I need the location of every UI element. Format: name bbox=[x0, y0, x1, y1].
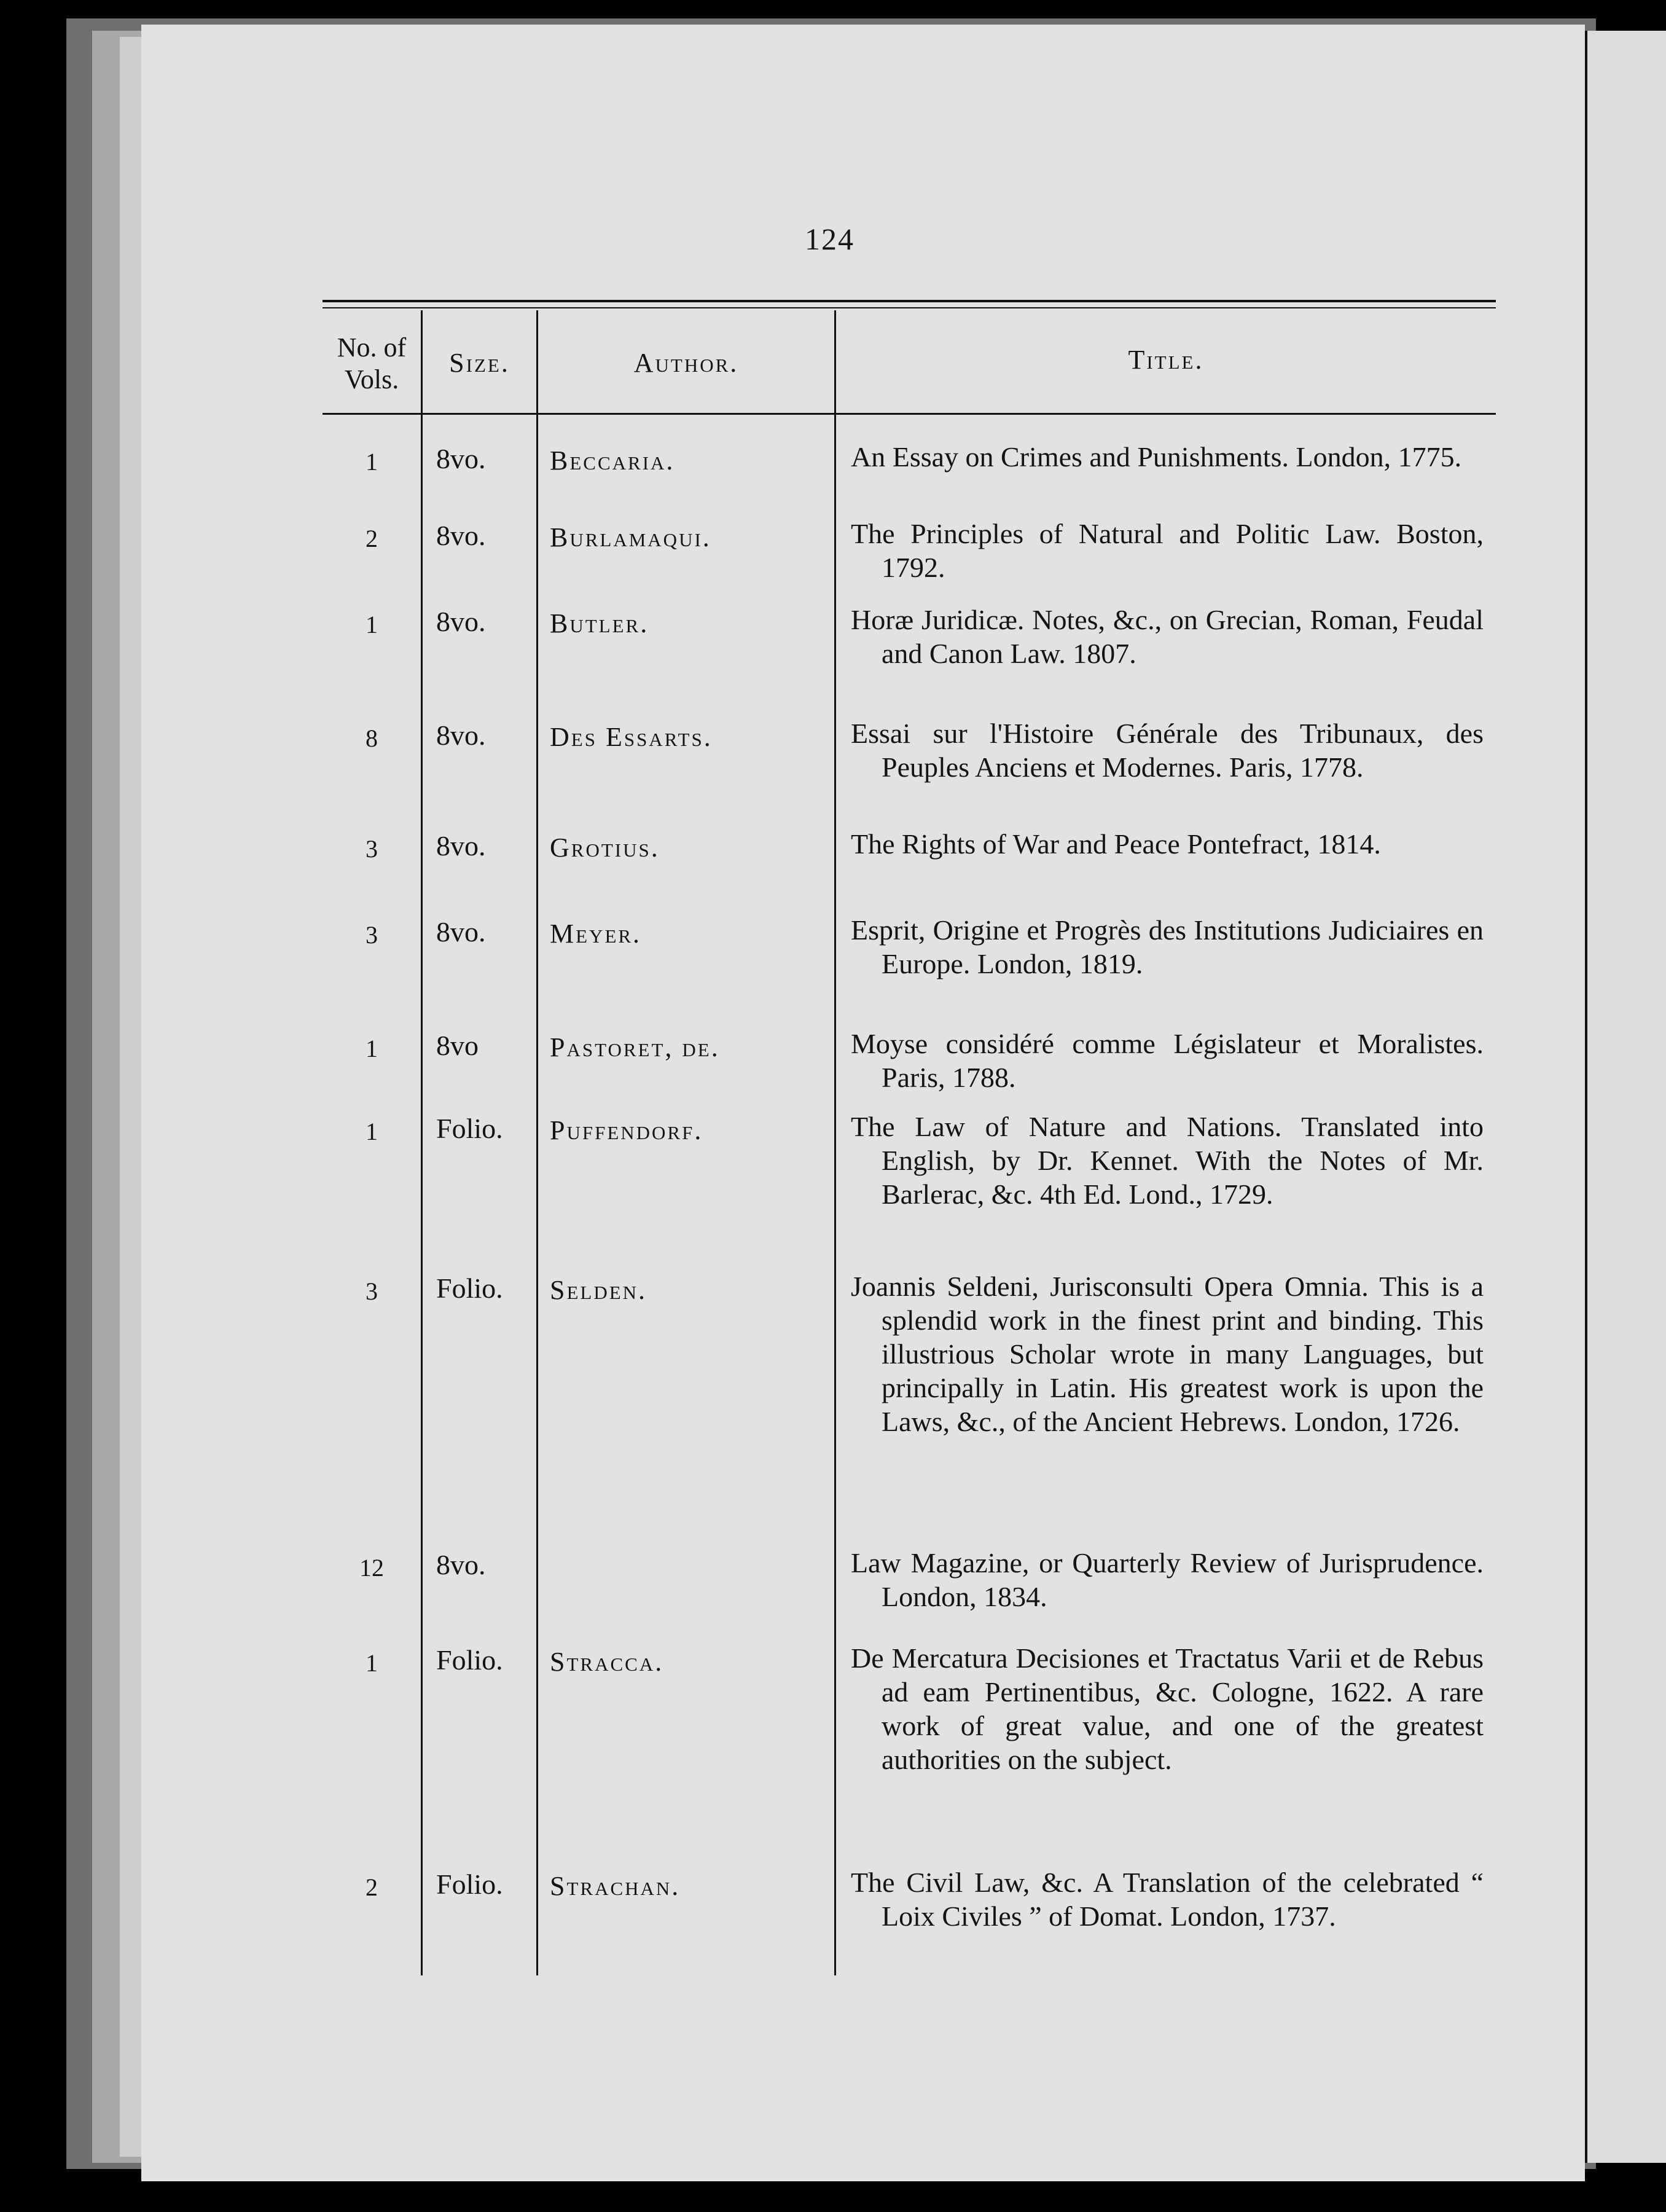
table-row bbox=[141, 1112, 1585, 1247]
vols-cell: 1 bbox=[366, 1035, 378, 1062]
size-cell: Folio. bbox=[436, 1869, 503, 1900]
author-cell: Pastoret, de. bbox=[550, 1032, 720, 1062]
table-row bbox=[141, 1029, 1585, 1097]
title-cell: Joannis Seldeni, Jurisconsulti Opera Omnia. This is a splendid work in the finest print and binding. This illustrious Scholar wrote in many Languages, but principally in Latin. His greatest work is upon the Laws, &c., of the Ancient Hebrews. London, 1726. bbox=[851, 1271, 1484, 1437]
vols-cell: 3 bbox=[366, 1277, 378, 1305]
table-row bbox=[141, 605, 1585, 707]
vols-cell: 1 bbox=[366, 1118, 378, 1145]
size-cell: 8vo bbox=[436, 1030, 479, 1061]
title-cell: The Rights of War and Peace Pontefract, 1814. bbox=[851, 828, 1381, 860]
vols-cell: 12 bbox=[359, 1554, 384, 1582]
table-row bbox=[141, 442, 1585, 510]
size-cell: 8vo. bbox=[436, 606, 486, 637]
adjacent-page-edge bbox=[1585, 31, 1666, 2163]
author-cell: Grotius. bbox=[550, 833, 660, 863]
author-cell: Stracca. bbox=[550, 1647, 664, 1677]
size-cell: Folio. bbox=[436, 1113, 503, 1144]
table-row bbox=[141, 519, 1585, 587]
author-cell: Selden. bbox=[550, 1275, 647, 1305]
header-vols: No. of Vols. bbox=[337, 332, 407, 394]
title-cell: Moyse considéré comme Législateur et Moralistes. Paris, 1788. bbox=[851, 1028, 1484, 1093]
author-cell: Strachan. bbox=[550, 1871, 681, 1901]
author-cell: Meyer. bbox=[550, 919, 642, 949]
title-cell: An Essay on Crimes and Punishments. London, 1775. bbox=[851, 441, 1462, 473]
title-cell: Esprit, Origine et Progrès des Institutions Judiciaires en Europe. London, 1819. bbox=[851, 914, 1484, 979]
size-cell: 8vo. bbox=[436, 720, 486, 751]
vols-cell: 2 bbox=[366, 525, 378, 552]
vols-cell: 1 bbox=[366, 448, 378, 476]
author-cell: Beccaria. bbox=[550, 445, 675, 476]
table-row bbox=[141, 830, 1585, 897]
author-cell: Puffendorf. bbox=[550, 1115, 703, 1145]
vols-cell: 1 bbox=[366, 611, 378, 638]
vols-cell: 3 bbox=[366, 921, 378, 949]
title-cell: Essai sur l'Histoire Générale des Tribunaux, des Peuples Anciens et Modernes. Paris, 1778. bbox=[851, 718, 1484, 783]
size-cell: 8vo. bbox=[436, 1549, 486, 1580]
title-cell: The Civil Law, &c. A Translation of the celebrated “ Loix Civiles ” of Domat. London, 1737. bbox=[851, 1867, 1484, 1932]
table-row bbox=[141, 1548, 1585, 1616]
vols-cell: 3 bbox=[366, 835, 378, 863]
author-cell: Des Essarts. bbox=[550, 722, 713, 752]
author-cell: Burlamaqui. bbox=[550, 522, 711, 552]
size-cell: Folio. bbox=[436, 1644, 503, 1676]
title-cell: The Principles of Natural and Politic Law. Boston, 1792. bbox=[851, 518, 1484, 583]
header-title: Title. bbox=[1128, 345, 1204, 375]
header-author: Author. bbox=[633, 348, 739, 378]
table-row bbox=[141, 1644, 1585, 1846]
table-row bbox=[141, 1868, 1585, 1969]
vols-cell: 1 bbox=[366, 1649, 378, 1677]
title-cell: Horæ Juridicæ. Notes, &c., on Grecian, Roman, Feudal and Canon Law. 1807. bbox=[851, 604, 1484, 669]
size-cell: Folio. bbox=[436, 1273, 503, 1304]
vols-cell: 2 bbox=[366, 1873, 378, 1901]
title-cell: The Law of Nature and Nations. Translated into English, by Dr. Kennet. With the Notes of Mr. Barlerac, &c. 4th Ed. Lond., 1729. bbox=[851, 1111, 1484, 1210]
table-row bbox=[141, 1272, 1585, 1518]
table-row bbox=[141, 916, 1585, 1017]
author-cell: Butler. bbox=[550, 608, 649, 638]
book-page bbox=[141, 25, 1585, 2181]
size-cell: 8vo. bbox=[436, 520, 486, 551]
catalog-table bbox=[141, 25, 1585, 2181]
table-row bbox=[141, 719, 1585, 820]
size-cell: 8vo. bbox=[436, 830, 486, 861]
page-number: 124 bbox=[805, 222, 855, 256]
vols-cell: 8 bbox=[366, 724, 378, 752]
size-cell: 8vo. bbox=[436, 916, 486, 947]
size-cell: 8vo. bbox=[436, 443, 486, 474]
header-size: Size. bbox=[449, 348, 510, 378]
title-cell: Law Magazine, or Quarterly Review of Jurisprudence. London, 1834. bbox=[851, 1547, 1484, 1612]
title-cell: De Mercatura Decisiones et Tractatus Varii et de Rebus ad eam Pertinentibus, &c. Cologne, 1622. A rare work of great value, and one of the greatest authorities on the subject. bbox=[851, 1642, 1484, 1775]
